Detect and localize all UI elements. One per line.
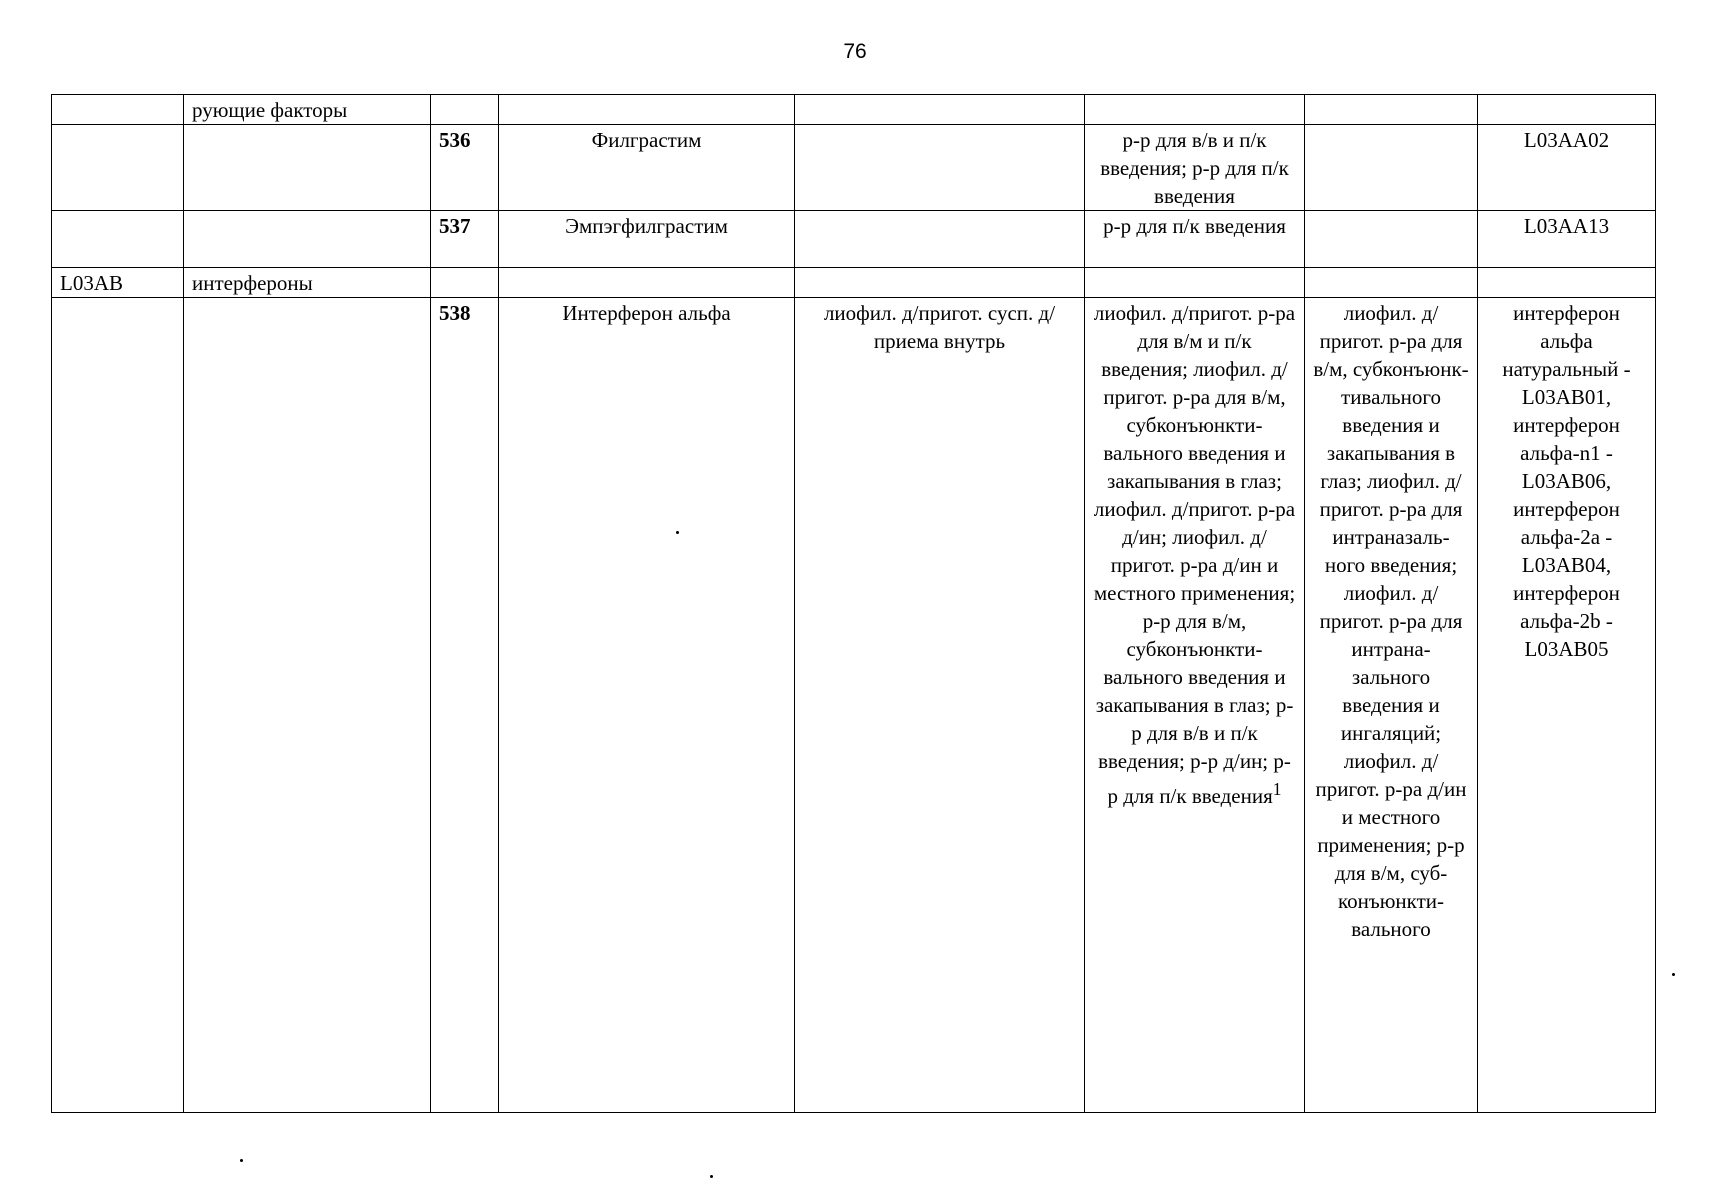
cell-forms-col6 (1085, 268, 1305, 298)
forms-col6-text: лиофил. д/пригот. р-ра для в/м и п/к введения; лиофил. д/пригот. р-ра для в/м, субконъюнкти-вального введения и закапывания в глаз; лиофил. д/пригот. р-ра д/ин; лиофил. д/пригот. р-ра д/ин и местного применения; р-р для в/м, субконъюнкти-вального введения и закапывания в глаз; р-р для в/в и п/к введения; р-р д/ин; р-р для п/к введения (1093, 301, 1296, 808)
cell-forms-col7 (1305, 125, 1478, 211)
cell-number: 537 (431, 211, 499, 268)
cell-atc-col8: L03AA02 (1478, 125, 1656, 211)
scan-speck (1672, 973, 1675, 976)
cell-atc-code (52, 95, 184, 125)
cell-name: Интерферон альфа (499, 298, 795, 1113)
cell-forms-col6: р-р для п/к введения (1085, 211, 1305, 268)
scan-speck (710, 1175, 713, 1178)
cell-group-name (184, 211, 431, 268)
cell-forms-col5 (795, 125, 1085, 211)
cell-forms-col7 (1305, 211, 1478, 268)
cell-atc-code (52, 125, 184, 211)
cell-number (431, 95, 499, 125)
cell-name: Филграстим (499, 125, 795, 211)
table-row-536 (52, 125, 1656, 211)
cell-number (431, 268, 499, 298)
cell-forms-col6: р-р для в/в и п/к введения; р-р для п/к введения (1085, 125, 1305, 211)
cell-group-name: рующие факторы (184, 95, 431, 125)
table-row-537 (52, 211, 1656, 268)
footnote-marker: 1 (1272, 779, 1282, 799)
cell-group-name: интерфероны (184, 268, 431, 298)
page-number: 76 (843, 40, 867, 63)
cell-group-name (184, 298, 431, 1113)
cell-atc-code: L03AB (52, 268, 184, 298)
cell-number: 536 (431, 125, 499, 211)
table-row-group-continuation (52, 95, 1656, 125)
cell-number: 538 (431, 298, 499, 1113)
cell-atc-col8 (1478, 268, 1656, 298)
cell-forms-col5 (795, 95, 1085, 125)
cell-forms-col7 (1305, 268, 1478, 298)
table-row-group-interferons (52, 268, 1656, 298)
cell-forms-col5 (795, 211, 1085, 268)
cell-forms-col7 (1305, 95, 1478, 125)
table-row-538 (52, 298, 1656, 1113)
cell-forms-col5 (795, 268, 1085, 298)
cell-atc-col8: интерферон альфа натуральный - L03AB01, интерферон альфа-n1 - L03AB06, интерферон альфа-2a - L03AB04, интерферон альфа-2b - L03AB05 (1478, 298, 1656, 1113)
cell-name (499, 95, 795, 125)
cell-name (499, 268, 795, 298)
cell-atc-col8: L03AA13 (1478, 211, 1656, 268)
cell-atc-col8 (1478, 95, 1656, 125)
cell-forms-col6 (1085, 298, 1305, 1113)
scan-speck (676, 531, 679, 534)
cell-forms-col6 (1085, 95, 1305, 125)
cell-forms-col7: лиофил. д/пригот. р-ра для в/м, субконъюнк-тивального введения и закапывания в глаз; лиофил. д/пригот. р-ра для интраназаль-ного введения; лиофил. д/пригот. р-ра для интрана-зального введения и ингаляций; лиофил. д/пригот. р-ра д/ин и местного применения; р-р для в/м, суб-конъюнкти-вального (1305, 298, 1478, 1113)
drug-table (51, 94, 1656, 1113)
scan-speck (240, 1159, 243, 1162)
cell-group-name (184, 125, 431, 211)
cell-atc-code (52, 298, 184, 1113)
cell-name: Эмпэгфилграстим (499, 211, 795, 268)
cell-forms-col5: лиофил. д/пригот. сусп. д/приема внутрь (795, 298, 1085, 1113)
cell-atc-code (52, 211, 184, 268)
